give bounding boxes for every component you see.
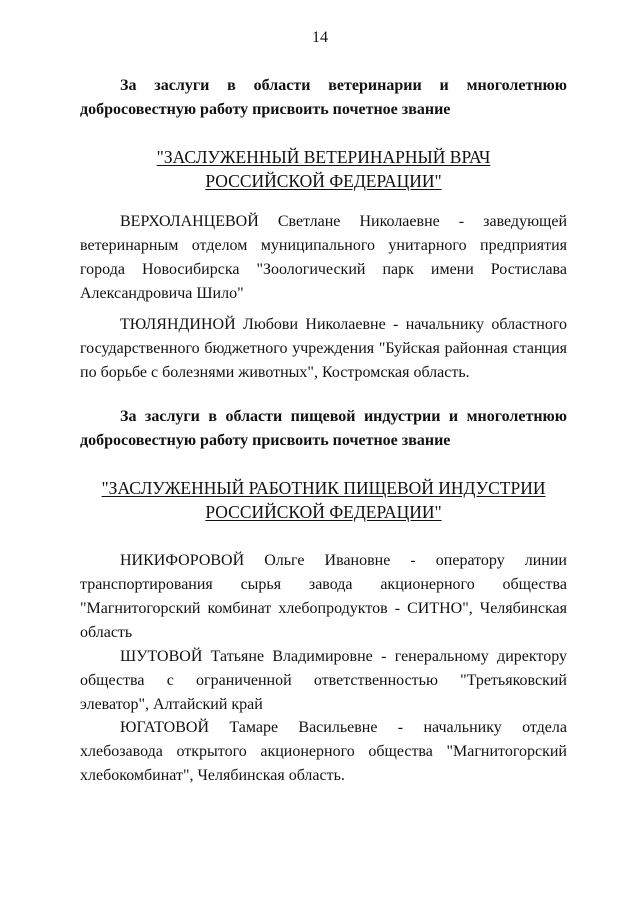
awardee-paragraph: ВЕРХОЛАНЦЕВОЙ Светлане Николаевне - заведующей ветеринарным отделом муниципального унитарного предприятия города Новосибирска "Зоологический парк имени Ростислава Александровича Шило" <box>80 213 567 302</box>
honorary-title-food-industry <box>80 476 567 524</box>
awardee-paragraph: НИКИФОРОВОЙ Ольге Ивановне - оператору линии транспортирования сырья завода акционерного общества "Магнитогорский комбинат хлебопродуктов - СИТНО", Челябинская область <box>80 552 567 641</box>
decree-veterinary: За заслуги в области ветеринарии и многолетнюю добросовестную работу присвоить почетное звание <box>80 77 567 118</box>
title-line-1: "ЗАСЛУЖЕННЫЙ ВЕТЕРИНАРНЫЙ ВРАЧ <box>156 147 491 167</box>
page-number: 14 <box>312 29 328 46</box>
awardee-paragraph: ШУТОВОЙ Татьяне Владимировне - генеральному директору общества с ограниченной ответственностью "Третьяковский элеватор", Алтайский край <box>80 648 567 713</box>
awardee-paragraph: ЮГАТОВОЙ Тамаре Васильевне - начальнику отдела хлебозавода открытого акционерного общества "Магнитогорский хлебокомбинат", Челябинская область. <box>80 719 567 784</box>
awardee-paragraph: ТЮЛЯНДИНОЙ Любови Николаевне - начальнику областного государственного бюджетного учреждения "Буйская районная станция по борьбе с болезнями животных", Костромская область. <box>80 316 567 381</box>
title-line-1: "ЗАСЛУЖЕННЫЙ РАБОТНИК ПИЩЕВОЙ ИНДУСТРИИ <box>101 478 546 498</box>
honorary-title-veterinary <box>80 145 567 193</box>
title-line-2: РОССИЙСКОЙ ФЕДЕРАЦИИ" <box>205 171 442 191</box>
decree-food-industry: За заслуги в области пищевой индустрии и многолетнюю добросовестную работу присвоить почетное звание <box>80 408 567 449</box>
title-line-2: РОССИЙСКОЙ ФЕДЕРАЦИИ" <box>205 502 442 522</box>
